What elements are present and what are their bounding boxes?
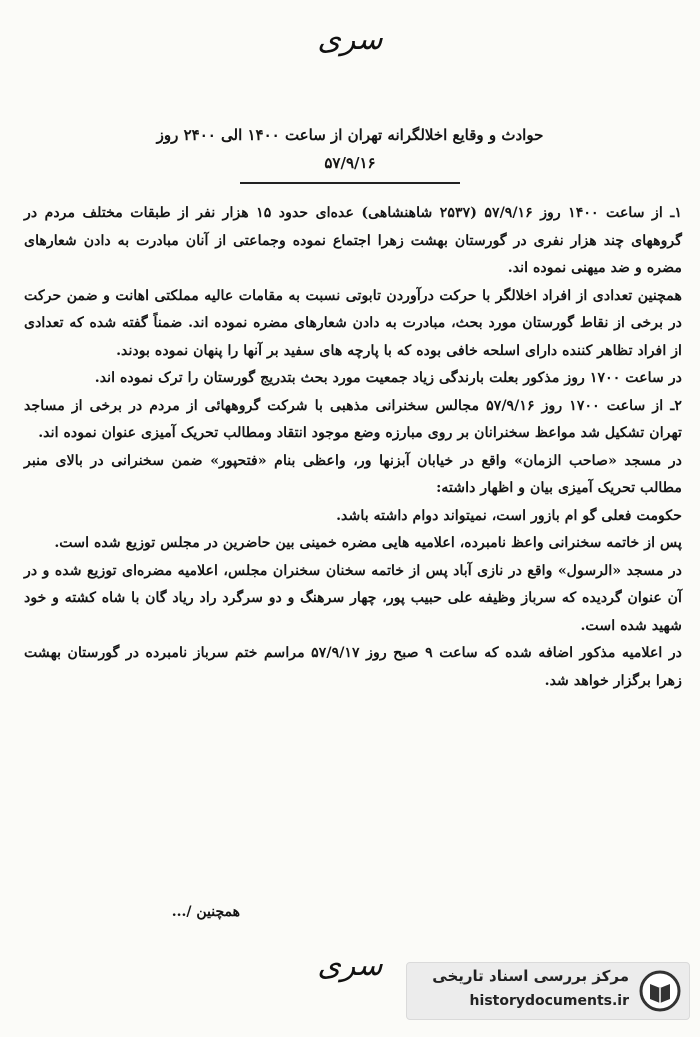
archive-url: historydocuments.ir [469, 993, 629, 1009]
paragraph: ۱ـ از ساعت ۱۴۰۰ روز ۵۷/۹/۱۶ (۲۵۳۷ شاهنشاهی) عده‌ای حدود ۱۵ هزار نفر از طبقات مختلف مردم در گروههای چند هزار نفری در گورستان بهشت زهرا اجتماع نموده وجماعتی از آنان مبادرت به دادن شعارهای مضره و ضد میهنی نموده اند. [24, 205, 682, 276]
document-date: ۵۷/۹/۱۶ [324, 154, 376, 172]
paragraph: در مسجد «الرسول» واقع در نازی آباد پس از خاتمه سخنان سخنران مجلس، اعلامیه مضره‌ای توزیع شده و در آن عنوان گردیده که سرباز وظیفه علی حبیب پور، چهار سرهنگ و دو سرگرد راد ریاد گان با شاه کشته و خود شهید شده است. [24, 562, 682, 634]
classification-bottom: سری [317, 948, 383, 983]
paragraph: در اعلامیه مذکور اضافه شده که ساعت ۹ صبح روز ۵۷/۹/۱۷ مراسم ختم سرباز نامبرده در گورستان بهشت زهرا برگزار خواهد شد. [24, 645, 682, 689]
archive-watermark [406, 962, 690, 1020]
heading-underline [240, 182, 460, 184]
paragraph: همچنین تعدادی از افراد اخلالگر با حرکت درآوردن تابوتی نسبت به مقامات عالیه مملکتی اهانت و ضمن حرکت در برخی از نقاط گورستان مورد بحث، مبادرت به دادن شعارهای مضره نموده اند. ضمناً گفته شده که تعدادی از افراد تظاهر کننده دارای اسلحه خافی بوده که با پارچه های سفید بر آنها را پنهان نموده بودند. [24, 287, 682, 359]
paragraph: در ساعت ۱۷۰۰ روز مذکور بعلت بارندگی زیاد جمعیت مورد بحث بتدریج گورستان را ترک نموده اند. [94, 370, 682, 386]
book-emblem-icon [639, 970, 681, 1012]
document-body [24, 200, 682, 695]
paragraph: پس از خاتمه سخنرانی واعظ نامبرده، اعلامیه هایی مضره خمینی بین حاضرین در مجلس توزیع شده است. [54, 535, 682, 551]
paragraph: در مسجد «صاحب الزمان» واقع در خیابان آبزنها ور، واعظی بنام «فتحپور» ضمن سخنرانی در بالای منبر مطالب تحریک آمیزی بیان و اظهار داشته: [24, 452, 682, 496]
classification-top: سری [317, 22, 383, 57]
document-heading: حوادث و وقایع اخلالگرانه تهران از ساعت ۱۴۰۰ الی ۲۴۰۰ روز [156, 126, 544, 144]
paragraph: حکومت فعلی گو ام بازور است، نمیتواند دوام داشته باشد. [336, 507, 682, 524]
closing-note: همچنین /... [171, 904, 240, 920]
archive-name: مرکز بررسی اسناد تاریخی [432, 967, 629, 985]
paragraph: ۲ـ از ساعت ۱۷۰۰ روز ۵۷/۹/۱۶ مجالس سخنرانی مذهبی با شرکت گروههائی از مردم در برخی از مساجد تهران تشکیل شد مواعظ سخنرانان بر روی مبارزه وضع موجود انتقاد ومطالب تحریک آمیزی عنوان نموده اند. [24, 397, 683, 441]
